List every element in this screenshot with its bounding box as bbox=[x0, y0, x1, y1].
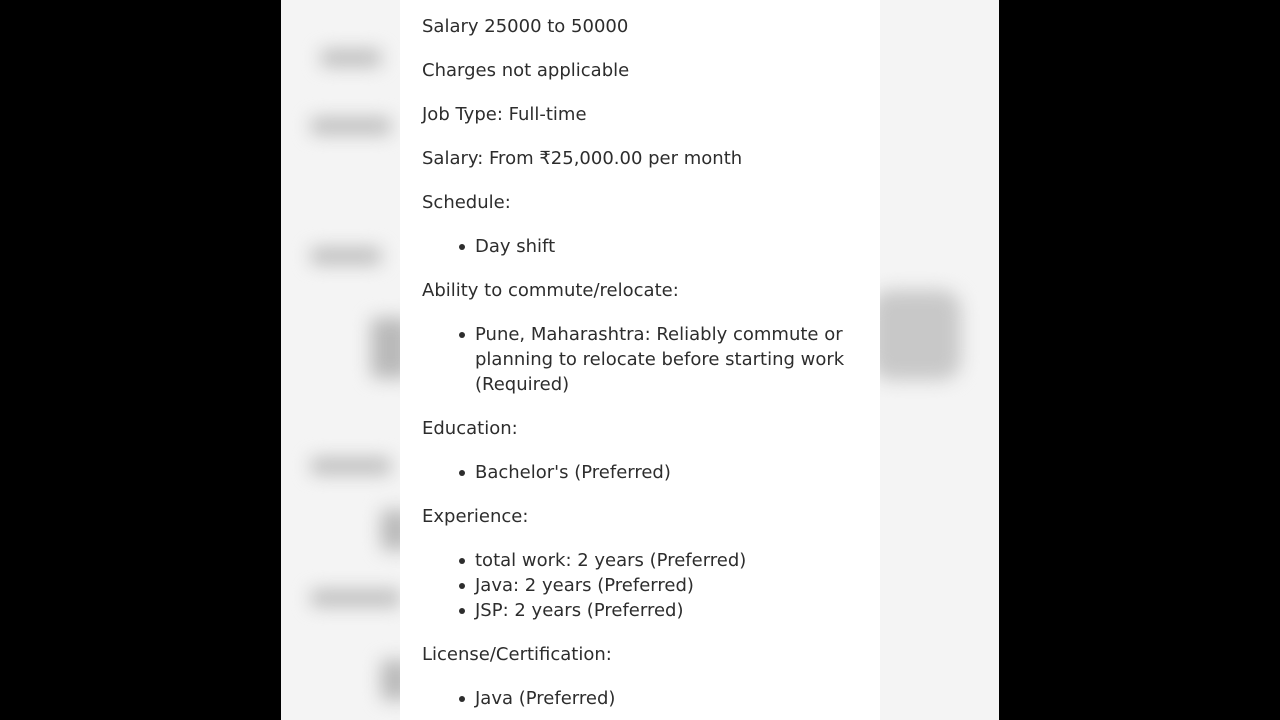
list-item: JSP: 2 years (Preferred) bbox=[475, 598, 855, 623]
list-item: Bachelor's (Preferred) bbox=[475, 460, 855, 485]
salary-range-text: Salary 25000 to 50000 bbox=[422, 16, 629, 37]
schedule-heading: Schedule: bbox=[422, 192, 511, 213]
salary-text: Salary: From ₹25,000.00 per month bbox=[422, 148, 743, 169]
education-heading: Education: bbox=[422, 418, 518, 439]
list-item: Java: 2 years (Preferred) bbox=[475, 573, 855, 598]
job-type-text: Job Type: Full-time bbox=[422, 104, 587, 125]
job-description-card bbox=[400, 0, 880, 720]
charges-text: Charges not applicable bbox=[422, 60, 630, 81]
list-item: Pune, Maharashtra: Reliably commute or planning to relocate before starting work (Required) bbox=[475, 322, 855, 397]
list-item: total work: 2 years (Preferred) bbox=[475, 548, 855, 573]
commute-heading: Ability to commute/relocate: bbox=[422, 280, 679, 301]
list-item: Java (Preferred) bbox=[475, 686, 855, 711]
list-item: Day shift bbox=[475, 234, 855, 259]
license-heading: License/Certification: bbox=[422, 644, 612, 665]
screenshot-frame bbox=[281, 0, 999, 720]
experience-heading: Experience: bbox=[422, 506, 529, 527]
